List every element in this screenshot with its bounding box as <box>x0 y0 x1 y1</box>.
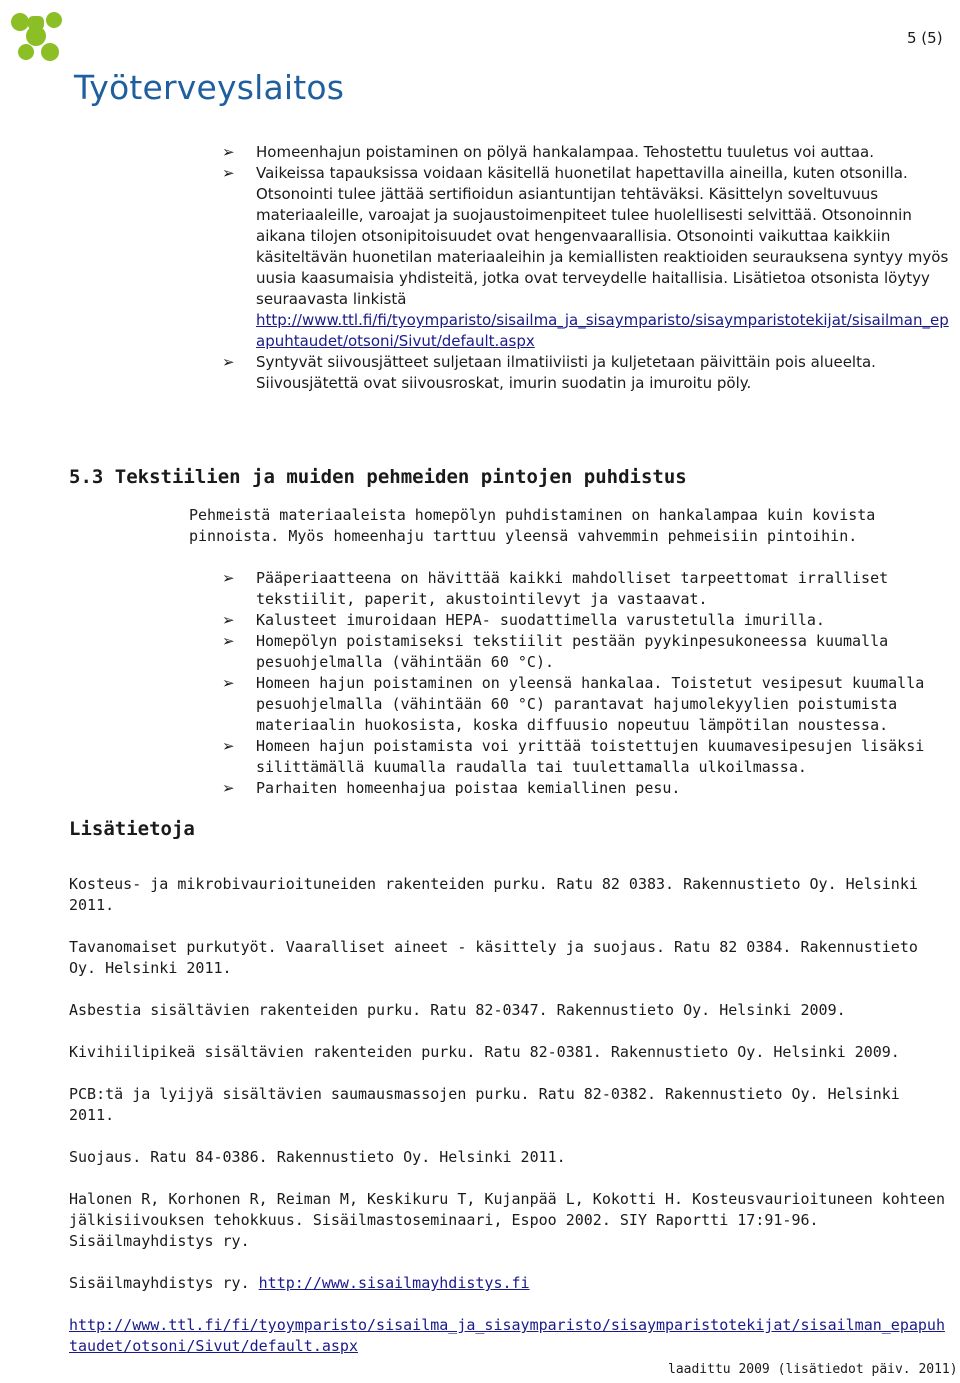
reference-item: Sisäilmayhdistys ry. http://www.sisailmayhdistys.fi <box>69 1274 530 1292</box>
ttl-otsoni-link[interactable]: http://www.ttl.fi/fi/tyoymparisto/sisailma_ja_sisaymparisto/sisaymparistotekijat/sisailman_epapuhtaudet/otsoni/Sivut/default.aspx <box>69 1316 945 1355</box>
section-title: 5.3 Tekstiilien ja muiden pehmeiden pintojen puhdistus <box>69 466 687 488</box>
reference-item: Suojaus. Ratu 84-0386. Rakennustieto Oy. Helsinki 2011. <box>69 1148 566 1166</box>
reference-list <box>69 874 949 1378</box>
footer-note: laadittu 2009 (lisätiedot päiv. 2011) <box>668 1362 958 1377</box>
list-item: ➢ Homeen hajun poistaminen on yleensä hankalaa. Toistetut vesipesut kuumalla pesuohjelmalla (vähintään 60 °C) parantavat hajumolekyylien poistumista materiaalin huokosista, koska diffuusio nopeutuu lämpötilan noustessa. <box>222 674 925 734</box>
list-item: ➢ Vaikeissa tapauksissa voidaan käsitellä huonetilat hapettavilla aineilla, kuten otsonilla. Otsonointi tulee jättää sertifioidun asiantuntijan tehtäväksi. Käsittelyn soveltuvuus materiaaleille, varoajat ja suojaustoimenpiteet tulee huolellisesti selvittää. Otsonoinnin aikana tilojen otsonipitoisuudet ovat hengenvaarallisia. Otsonointi vaikuttaa kaikkiin käsiteltävän huonetilan materiaaleihin ja kemiallisten reaktioiden seurauksena syntyy myös uusia kaasumaisia yhdisteitä, jotka ovat terveydelle haitallisia. Lisätietoa otsonista löytyy seuraavasta linkistä http://www.ttl.fi/fi/tyoymparisto/sisailma_ja_sisaymparisto/sisaymparistotekijat/sisailman_epapuhtaudet/otsoni/Sivut/default.aspx <box>0 163 956 352</box>
arrow-bullet-icon: ➢ <box>222 164 235 182</box>
section-intro: Pehmeistä materiaaleista homepölyn puhdistaminen on hankalampaa kuin kovista pinnoista. Myös homeenhaju tarttuu yleensä vahvemmin pehmeisiin pintoihin. <box>189 506 876 545</box>
list-item: ➢ Syntyvät siivousjätteet suljetaan ilmatiiviisti ja kuljetetaan päivittäin pois alueelta. Siivousjätettä ovat siivousroskat, imurin suodatin ja imuroitu pöly. <box>222 353 876 392</box>
reference-item: Kosteus- ja mikrobivaurioituneiden rakenteiden purku. Ratu 82 0383. Rakennustieto Oy. Helsinki 2011. <box>69 875 918 914</box>
sisailmayhdistys-link[interactable]: http://www.sisailmayhdistys.fi <box>258 1274 530 1292</box>
reference-item: PCB:tä ja lyijyä sisältävien saumausmassojen purku. Ratu 82-0382. Rakennustieto Oy. Helsinki 2011. <box>69 1085 900 1124</box>
list-item: ➢ Homeenhajun poistaminen on pölyä hankalampaa. Tehostettu tuuletus voi auttaa. <box>222 143 874 161</box>
list-item: ➢ Parhaiten homeenhajua poistaa kemiallinen pesu. <box>222 779 681 797</box>
arrow-bullet-icon: ➢ <box>222 779 235 797</box>
arrow-bullet-icon: ➢ <box>222 737 235 755</box>
arrow-bullet-icon: ➢ <box>222 674 235 692</box>
arrow-bullet-icon: ➢ <box>222 611 235 629</box>
page-number: 5 (5) <box>907 29 943 47</box>
bullet-list-top <box>0 142 956 394</box>
org-name: Työterveyslaitos <box>74 68 345 107</box>
more-info-heading: Lisätietoja <box>69 818 195 840</box>
reference-item: Tavanomaiset purkutyöt. Vaaralliset aineet - käsittely ja suojaus. Ratu 82 0384. Rakennustieto Oy. Helsinki 2011. <box>69 938 918 977</box>
reference-item <box>69 1315 949 1357</box>
arrow-bullet-icon: ➢ <box>222 632 235 650</box>
list-item: ➢ Homepölyn poistamiseksi tekstiilit pestään pyykinpesukoneessa kuumalla pesuohjelmalla (vähintään 60 °C). <box>222 632 889 671</box>
arrow-bullet-icon: ➢ <box>222 143 235 161</box>
reference-item: Asbestia sisältävien rakenteiden purku. Ratu 82-0347. Rakennustieto Oy. Helsinki 2009. <box>69 1001 846 1019</box>
list-item: ➢ Kalusteet imuroidaan HEPA- suodattimella varustetulla imurilla. <box>222 611 825 629</box>
reference-item: Kivihiilipikeä sisältävien rakenteiden purku. Ratu 82-0381. Rakennustieto Oy. Helsinki 2009. <box>69 1043 900 1061</box>
otsoni-link[interactable]: http://www.ttl.fi/fi/tyoymparisto/sisailma_ja_sisaymparisto/sisaymparistotekijat/sisailman_epapuhtaudet/otsoni/Sivut/default.aspx <box>256 311 949 350</box>
logo-mark-icon <box>6 6 76 76</box>
list-item: ➢ Pääperiaatteena on hävittää kaikki mahdolliset tarpeettomat irralliset tekstiilit, paperit, akustointilevyt ja vastaavat. <box>222 569 889 608</box>
bullet-list-textiles <box>0 568 956 799</box>
logo <box>6 6 345 116</box>
reference-item: Halonen R, Korhonen R, Reiman M, Keskikuru T, Kujanpää L, Kokotti H. Kosteusvaurioituneen kohteen jälkisiivouksen tehokkuus. Sisäilmastoseminaari, Espoo 2002. SIY Raportti 17:91-96. Sisäilmayhdistys ry. <box>69 1190 945 1250</box>
arrow-bullet-icon: ➢ <box>222 353 235 371</box>
list-item: ➢ Homeen hajun poistamista voi yrittää toistettujen kuumavesipesujen lisäksi silittämällä kuumalla raudalla tai tuulettamalla ulkoilmassa. <box>222 737 925 776</box>
arrow-bullet-icon: ➢ <box>222 569 235 587</box>
